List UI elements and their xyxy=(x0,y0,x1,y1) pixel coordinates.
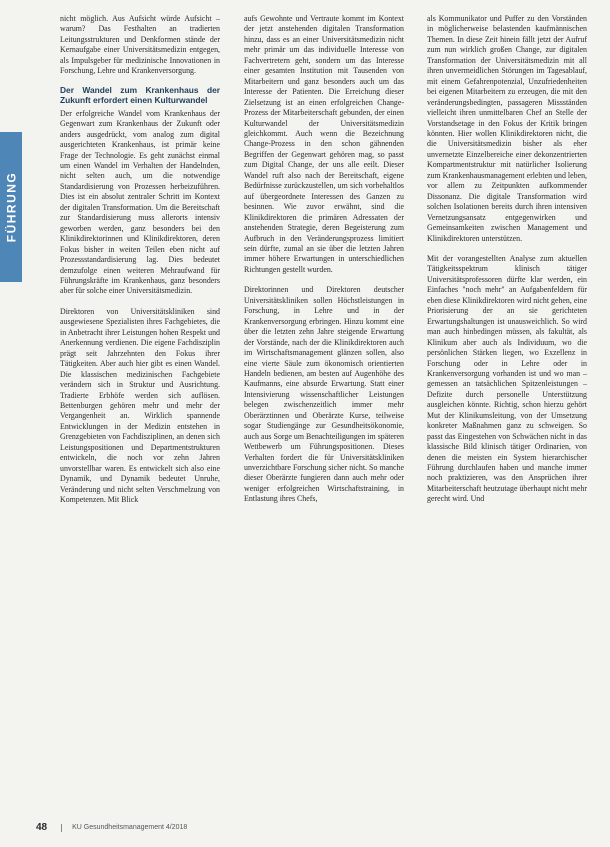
section-tab xyxy=(0,132,22,282)
paragraph: als Kommunikator und Puffer zu den Vorständen in möglicherweise belastenden kaufmännischen Themen. In diese Zeit hinein fällt jetzt der Aufruf zum nun wirklich großen Change, zur digitalen Transformation der Universitätsmedizin mit all ihren unvermeidlichen Störungen im Tagesablauf, mit einem Gefahrenpotenzial, Unzufriedenheiten bei eigenen Mitarbeitern zu erzeugen, die mit den veränderungsbedingten, passageren Missständen vielleicht ihren unmittelbaren Chef an Stelle der Vorstandsetage in den Fokus der Kritik bringen könnten. Hier wollen Klinikdirektoren nicht, die die Universitätsmedizin bisher als eher unvernetzte Einzelbereiche einer dekonzentrierten Kompartmentstruktur mit natürlicher Isolierung zum Krankenhausmanagement erlebten und leben, vor allem zu Zeitpunkten aufkommender Dissonanz. Die digitale Transformation wird solchen Isolationen bereits durch ihren intensiven Vernetzungsansatz entgegenwirken und Gemeinsamkeiten zwischen Management und Klinikdirektoren unterstützen. xyxy=(427,14,587,243)
text-column-2 xyxy=(244,14,404,814)
paragraph: Mit der vorangestellten Analyse zum aktuellen Tätigkeitsspektrum klinisch tätiger Universitätsprofessoren dürfte klar werden, ein Einfaches "noch mehr" an Aufgabenfeldern für eben diese Klinikdirektoren wird nicht gehen, eine Priorisierung der an sie gerichteten Erwartungshaltungen ist unausweichlich. So wird man auch hinbedingen müssen, als fakultät, als Klinikum aber auch als Individuum, wo die persönlichen Stärken liegen, wo Exzellenz in Forschung oder in Lehre oder in Krankenversorgung vorhanden ist und wo man – gemessen an tatsächlichen Spitzenleistungen – Defizite durch personelle Unterstützung ausgleichen könnte. Richtig, schon hierzu gehört Mut der Klinikumsleitung, von der Umsetzung konkreter Maßnahmen ganz zu schweigen. So passt das Eingestehen von Schwächen nicht in das klassische Bild klinisch tätiger Ordinarien, von denen die meisten ein System hierarchischer Führung durchlaufen haben und manche immer noch praktizieren, was den Ansprüchen ihrer Mitarbeiterschaft heutzutage überhaupt nicht mehr gerecht wird. Und xyxy=(427,253,587,504)
footer-divider xyxy=(61,824,62,832)
publication-name: KU Gesundheitsmanagement 4/2018 xyxy=(72,824,188,831)
paragraph: nicht möglich. Aus Aufsicht würde Aufsicht – warum? Das Festhalten an tradierten Leitungsstrukturen und Denkformen stände der Kernaufgabe einer Universitätsmedizin entgegen, als Impulsgeber für medizinische Innovationen in Forschung, Lehre und Krankenversorgung. xyxy=(60,14,220,76)
paragraph: Der erfolgreiche Wandel vom Krankenhaus der Gegenwart zum Krankenhaus der Zukunft oder anders ausgedrückt, vom analog zum digital ausgerichteten Krankenhaus, ist primär keine Frage der Technologie. Es geht zunächst einmal um einen Wandel im Verhalten der Handelnden, nicht selten auch, um die notwendige Standardisierung von Prozessen herbeizuführen. Dies ist ein absolut zentraler Schritt im Kontext der digitalen Transformation. Um die Bereitschaft zur Standardisierung muss allerorts intensiv geworben werden, ganz besonders bei den Klinikdirektorinnen und Klinikdirektoren, deren Fokus bisher in weiten Teilen eben nicht auf Prozessstandardisierung lag. Dies bedeutet demzufolge einen weiteren Mehraufwand für Führungskräfte im Krankenhaus, ganz besonders aber für solche einer Universitätsmedizin. xyxy=(60,108,220,296)
section-heading: Der Wandel zum Krankenhaus der Zukunft erfordert einen Kulturwandel xyxy=(60,84,220,106)
page-number: 48 xyxy=(36,822,48,833)
paragraph: Direktoren von Universitätskliniken sind ausgewiesene Spezialisten ihres Fachgebietes, die in Anbetracht ihrer Leistungen hohen Respekt und Anerkennung verdienen. Die eigene Fachdisziplin prägt seit Jahrzehnten den Fokus ihrer Tätigkeiten. Aber auch hier gibt es einen Wandel. Die klassischen medizinischen Fachgebiete verändern sich in Struktur und Ausrichtung. Tradierte Erbhöfe werden sich auflösen. Bettenburgen gehören mehr und mehr der Vergangenheit an. Wirklich spannende Entwicklungen in der Medizin entstehen in Grenzgebieten von Fachdisziplinen, an denen sich Leistungspositionen und Departmentstrukturen entwickeln, die noch vor zehn Jahren unvorstellbar waren. Es entwickelt sich also eine Dynamik, und Dynamik bedeutet Unruhe, Veränderung und nicht selten Verschmelzung von Kompetenzen. Mit Blick xyxy=(60,306,220,505)
section-tab-label: FÜHRUNG xyxy=(4,171,18,243)
paragraph: aufs Gewohnte und Vertraute kommt im Kontext der jetzt anstehenden digitalen Transformation hinzu, dass es an einer Universitätsmedizin nicht mehr primär um das individuelle Interesse von Fachvertretern geht, sondern um das Interesse einer gesamten Institution mit Tausenden von Mitarbeitern und ganz besonders auch um das Interesse der Patienten. Die Erreichung dieser Zielsetzung ist an einen erfolgreichen Change-Prozess der Mitarbeiterschaft gebunden, der einen Kulturwandel der Universitätsmedizin gleichkommt. Auch wenn die Bezeichnung Change-Prozess in den schon gähnenden Begriffen der Gegenwart gehören mag, so passt zum Digital Change, der uns alle eeilt. Dieser Wandel ruft also nach der Bereitschaft, eigene Bedürfnisse zurückzustellen, um sich vorbehaltlos auf übergeordnete Interessen des Ganzen zu besinnen. Wie zuvor erwähnt, sind die Klinikdirektoren die primären Adressaten der anstehenden Strategie, deren Begeisterung zum Aufbruch in den Veränderungsprozess limitiert sein dürfte, zumal an sie über die letzten Jahren immer höhere Erwartungen in unterschiedlichen Richtungen gestellt wurden. xyxy=(244,14,404,274)
text-column-1 xyxy=(60,14,220,814)
page-footer xyxy=(36,822,187,833)
text-column-3 xyxy=(427,14,587,814)
paragraph: Direktorinnen und Direktoren deutscher Universitätskliniken sollen Höchstleistungen in Forschung, in Lehre und in der Krankenversorgung erbringen. Hinzu kommt eine über die letzten zehn Jahre steigende Erwartung der Vorstände, nach der die Klinikdirektoren auch im Wirtschaftsmanagement glänzen sollen, also eine vierte Säule zum ökonomisch orientierten Handeln bedienen, am besten auf Augenhöhe des Kaufmanns, eine absurde Erwartung. Statt einer Intensivierung wissenschaftlicher Leistungen belegen zwischenzeitlich immer mehr Oberärztinnen und Oberärzte Kurse, teilweise sogar Studiengänge zur Gesundheitsökonomie, auch aus Sorge um Benachteiligungen im späteren Wettbewerb um Führungspositionen. Dieses Verhalten fordert die für Universitätskliniken unverzichtbare Forschung sicher nicht. So manche dieser Oberärzte fungieren dann auch mehr oder weniger erfolgreichen Wirtschaftstraining, in Entlastung ihres Chefs, xyxy=(244,285,404,504)
